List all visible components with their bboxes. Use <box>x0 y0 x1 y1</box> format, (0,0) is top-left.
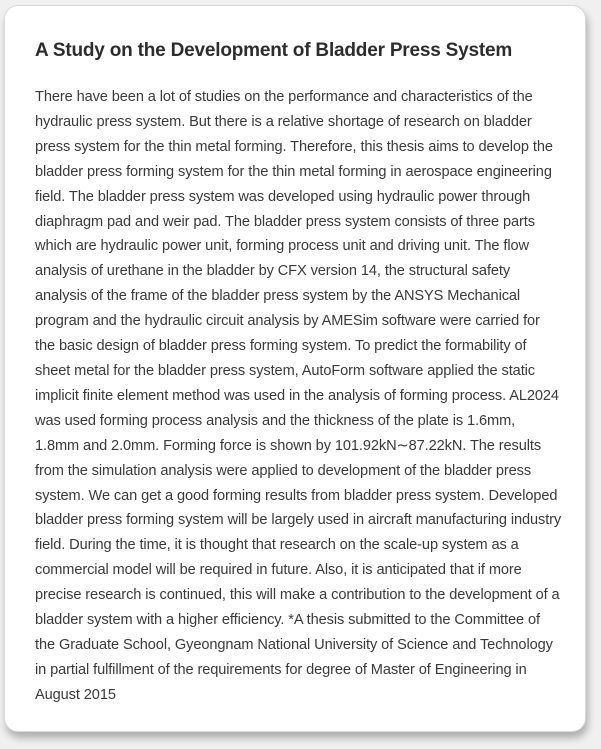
document-title: A Study on the Development of Bladder Press System <box>35 40 513 61</box>
abstract-text: There have been a lot of studies on the performance and characteristics of the hydraulic press system. But there is a relative shortage of research on bladder press system for the thin metal forming. Therefore, this thesis aims to develop the bladder press forming system for the thin metal forming in aerospace engineering field. The bladder press system was developed using hydraulic power through diaphragm pad and weir pad. The bladder press system consists of three parts which are hydraulic power unit, forming process unit and driving unit. The flow analysis of urethane in the bladder by CFX version 14, the structural safety analysis of the frame of the bladder press system by the ANSYS Mechanical program and the hydraulic circuit analysis by AMESim software were carried for the basic design of bladder press forming system. To predict the formability of sheet metal for the bladder press system, AutoForm software applied the static implicit finite element method was used in the analysis of forming process. AL2024 was used forming process analysis and the thickness of the plate is 1.6mm, 1.8mm and 2.0mm. Forming force is shown by 101.92kN∼87.22kN. The results from the simulation analysis were applied to development of the bladder press system. We can get a good forming results from bladder press system. Developed bladder press forming system will be largely used in aircraft manufacturing industry field. During the time, it is thought that research on the scale-up system as a commercial model will be required in future. Also, it is anticipated that if more precise research is continued, this will make a contribution to the development of a bladder system with a higher efficiency. *A thesis submitted to the Committee of the Graduate School, Gyeongnam National University of Science and Technology in partial fulfillment of the requirements for degree of Master of Engineering in August 2015 <box>35 89 562 703</box>
abstract-card <box>4 5 586 732</box>
